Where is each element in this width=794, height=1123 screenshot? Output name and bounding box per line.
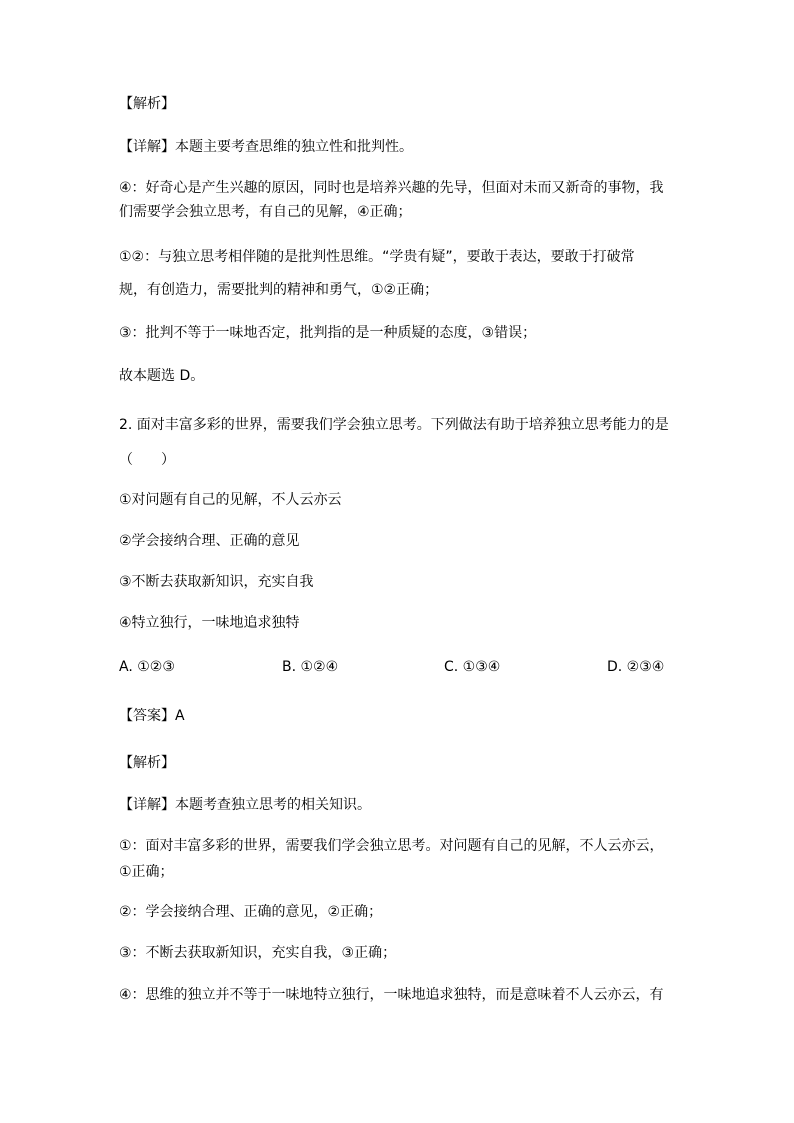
question-stem: 2. 面对丰富多彩的世界，需要我们学会独立思考。下列做法有助于培养独立思考能力的是	[119, 417, 669, 433]
option-d: D. ②③④	[607, 659, 665, 675]
conclusion-line: 故本题选 D。	[119, 368, 205, 384]
question-item: ②学会接纳合理、正确的意见	[119, 533, 300, 549]
detail-label: 【详解】	[119, 797, 175, 813]
explanation-line: ③：不断去获取新知识，充实自我，③正确；	[119, 945, 397, 961]
detail-text: 本题主要考查思维的独立性和批判性。	[175, 139, 413, 155]
option-a: A. ①②③	[119, 659, 175, 675]
explanation-line: ②：学会接纳合理、正确的意见，②正确；	[119, 904, 383, 920]
detail-paragraph	[119, 795, 371, 815]
explanation-line: ④：好奇心是产生兴趣的原因，同时也是培养兴趣的先导，但面对未而又新奇的事物，我	[119, 180, 664, 196]
detail-label: 【详解】	[119, 139, 175, 155]
analysis-label: 【解析】	[119, 96, 175, 112]
explanation-line: 们需要学会独立思考，有自己的见解，④正确；	[119, 204, 412, 220]
explanation-line: ①②：与独立思考相伴随的是批判性思维。“学贵有疑”，要敢于表达，要敢于打破常	[119, 249, 635, 265]
explanation-line: ①：面对丰富多彩的世界，需要我们学会独立思考。对问题有自己的见解，不人云亦云，	[119, 838, 664, 854]
detail-text: 本题考查独立思考的相关知识。	[175, 797, 371, 813]
question-blank: （ ）	[119, 452, 175, 468]
explanation-line: ④：思维的独立并不等于一味地特立独行，一味地追求独特，而是意味着不人云亦云，有	[119, 987, 664, 1003]
answer-line	[119, 706, 185, 726]
answer-value: A	[175, 708, 185, 724]
detail-paragraph	[119, 137, 413, 157]
answer-label: 【答案】	[119, 708, 175, 724]
analysis-label: 【解析】	[119, 755, 175, 771]
explanation-line: ①正确；	[119, 864, 174, 880]
option-c: C. ①③④	[444, 659, 501, 675]
option-b: B. ①②④	[282, 659, 339, 675]
question-item: ①对问题有自己的见解，不人云亦云	[119, 492, 342, 508]
explanation-line: 规，有创造力，需要批判的精神和勇气，①②正确；	[119, 282, 439, 298]
question-item: ③不断去获取新知识，充实自我	[119, 574, 314, 590]
explanation-line: ③：批判不等于一味地否定，批判指的是一种质疑的态度，③错误；	[119, 325, 537, 341]
question-item: ④特立独行，一味地追求独特	[119, 615, 300, 631]
